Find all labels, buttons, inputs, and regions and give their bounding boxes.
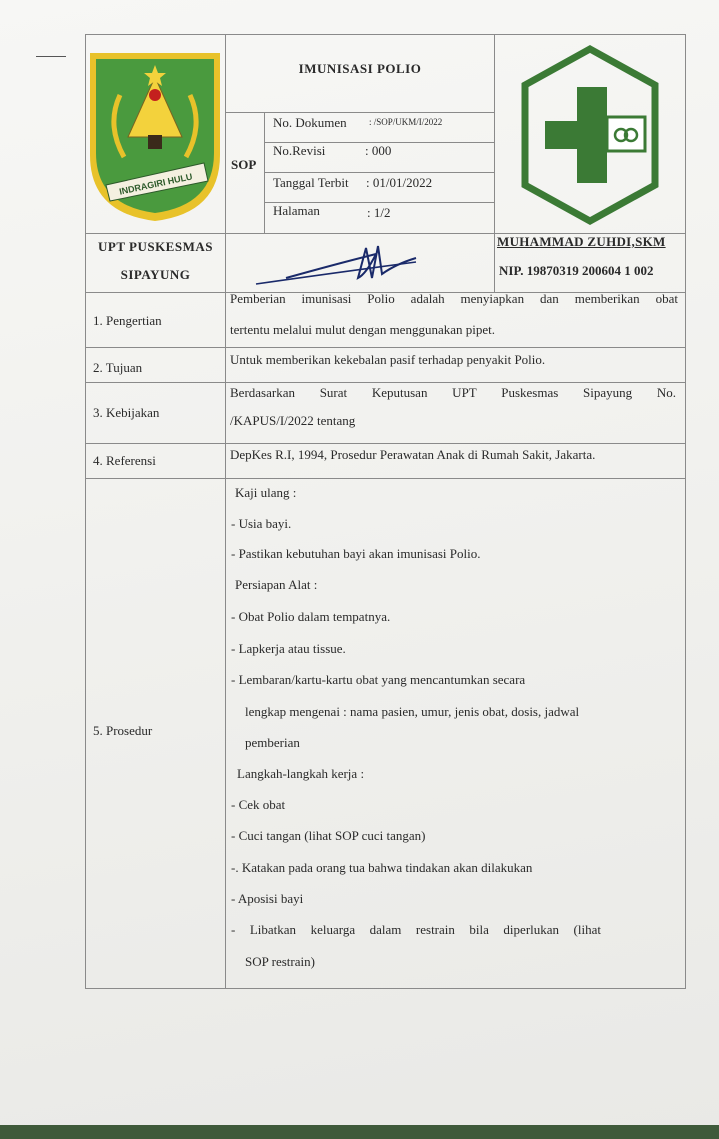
doc-row-value: : 1/2 [367,205,391,220]
signer-nip: NIP. 19870319 200604 1 002 [499,263,654,278]
section-line: Berdasarkan Surat Keputusan UPT Puskesmas Sipayung No. [230,385,676,400]
indragiri-hulu-emblem [86,35,225,233]
procedure-step: - Libatkan keluarga dalam restrain bila diperlukan (lihat [231,922,601,937]
doc-row-label: Tanggal Terbit [273,175,349,190]
procedure-step: - Pastikan kebutuhan bayi akan imunisasi Polio. [231,546,481,561]
procedure-step: - Aposisi bayi [231,891,304,906]
sop-label: SOP [231,157,257,172]
procedure-step: - Cuci tangan (lihat SOP cuci tangan) [231,828,426,843]
procedure-step: - Lembaran/kartu-kartu obat yang mencantumkan secara [231,672,526,687]
document-title: IMUNISASI POLIO [298,61,422,76]
section-line: DepKes R.I, 1994, Prosedur Perawatan Anak di Rumah Sakit, Jakarta. [230,447,596,462]
section-label: 2. Tujuan [93,360,143,375]
doc-row-label: Halaman [273,203,320,218]
sop-label-cell [225,112,265,234]
signature [226,234,494,292]
procedure-heading: Langkah-langkah kerja : [237,766,365,781]
procedure-step: - Cek obat [231,797,286,812]
section-label: 4. Referensi [93,453,156,468]
section-line: Pemberian imunisasi Polio adalah menyiapkan dan memberikan obat [230,291,678,306]
doc-row-value: : 000 [365,143,392,158]
logo-cell [494,34,686,234]
procedure-step: SOP restrain) [245,954,315,969]
sop-document [85,34,686,989]
margin-mark [36,56,66,57]
table-surface [0,1125,719,1139]
org-name: UPT PUSKESMAS [98,239,213,254]
puskesmas-logo [495,35,685,233]
doc-row-value: : 01/01/2022 [366,175,433,190]
procedure-heading: Kaji ulang : [235,485,297,500]
section-label: 5. Prosedur [93,723,153,738]
signature-cell [225,233,495,293]
section-line: Untuk memberikan kekebalan pasif terhadap penyakit Polio. [230,352,546,367]
section-label: 3. Kebijakan [93,405,160,420]
doc-row-value: : /SOP/UKM/I/2022 [369,117,443,127]
procedure-step: - Obat Polio dalam tempatnya. [231,609,391,624]
section-label: 1. Pengertian [93,313,162,328]
procedure-step: - Usia bayi. [231,516,292,531]
emblem-cell [85,34,226,234]
org-location: SIPAYUNG [120,267,191,282]
svg-text:INDRAGIRI HULU: INDRAGIRI HULU [118,171,194,197]
procedure-heading: Persiapan Alat : [235,577,318,592]
doc-row-label: No.Revisi [273,143,326,158]
procedure-step: pemberian [245,735,300,750]
signer-name: MUHAMMAD ZUHDI,SKM [497,234,666,249]
section-line: tertentu melalui mulut dengan menggunakan pipet. [230,322,495,337]
procedure-step: lengkap mengenai : nama pasien, umur, jenis obat, dosis, jadwal [245,704,580,719]
procedure-step: - Lapkerja atau tissue. [231,641,346,656]
procedure-step: -. Katakan pada orang tua bahwa tindakan akan dilakukan [231,860,533,875]
section-line: /KAPUS/I/2022 tentang [230,413,356,428]
doc-row-label: No. Dokumen [273,115,347,130]
